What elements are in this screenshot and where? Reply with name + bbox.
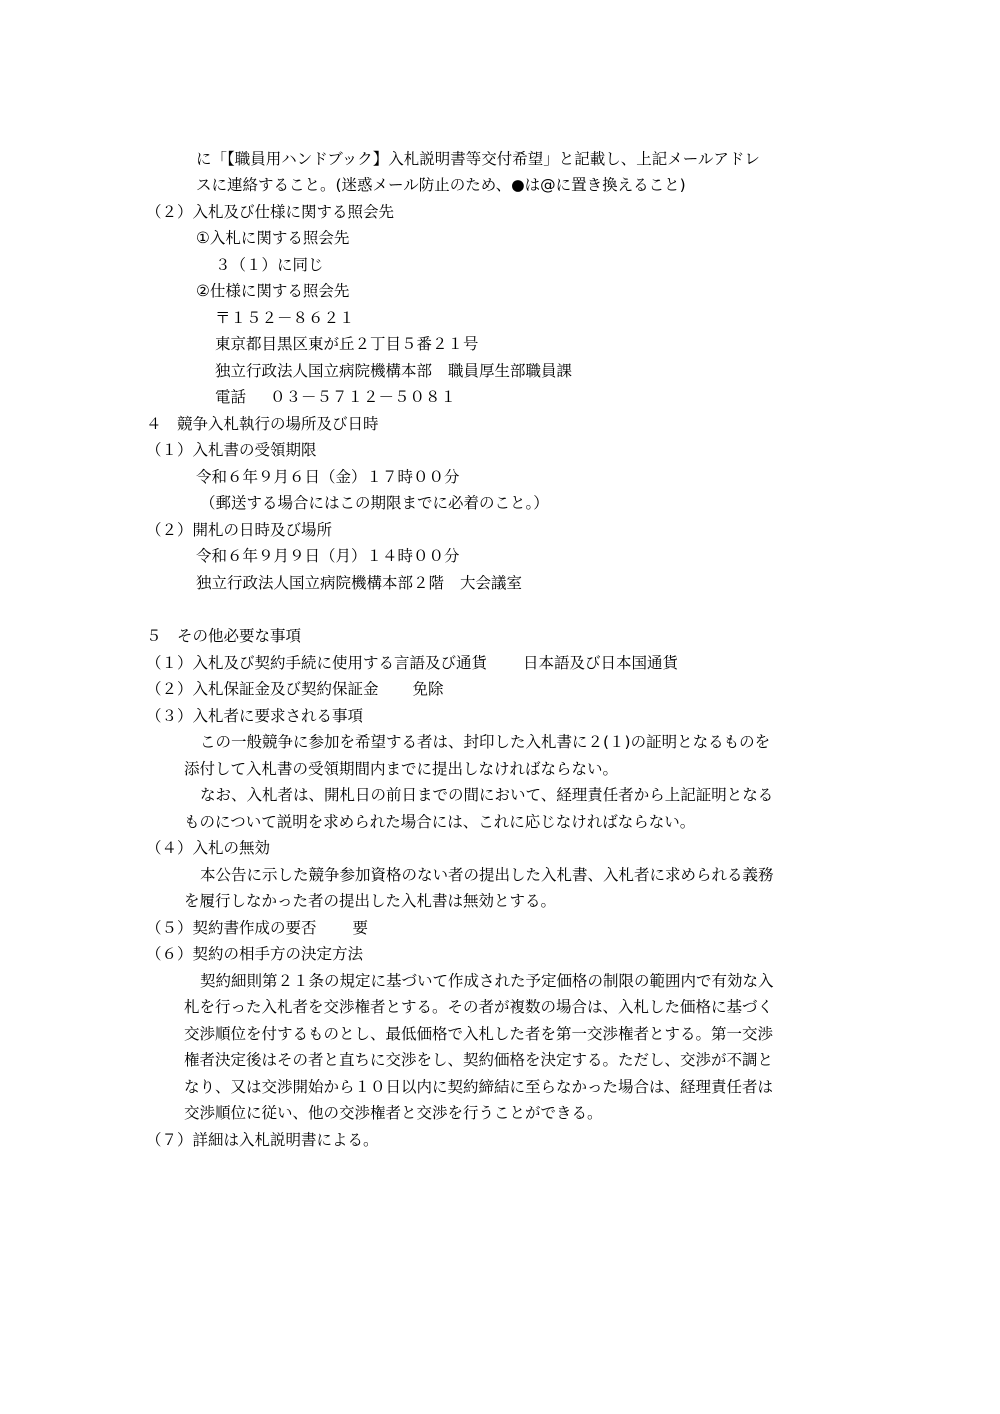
section-5-3-heading: （３）入札者に要求される事項: [146, 707, 364, 725]
division-name: 職員厚生部職員課: [448, 362, 573, 380]
section-5-4-heading: （４）入札の無効: [146, 839, 271, 857]
section-5-heading: ５ その他必要な事項: [146, 627, 302, 645]
paragraph-line: 契約細則第２１条の規定に基づいて作成された予定価格の制限の範囲内で有効な入: [200, 972, 774, 990]
section-3-2-heading: （２）入札及び仕様に関する照会先: [146, 203, 395, 221]
organization-name: 独立行政法人国立病院機構本部: [215, 362, 433, 380]
phone-line: [215, 384, 456, 410]
section-5-6-heading: （６）契約の相手方の決定方法: [146, 945, 364, 963]
section-4-2-heading: （２）開札の日時及び場所: [146, 521, 333, 539]
paragraph-line: 交渉順位を付するものとし、最低価格で入札した者を第一交渉権者とする。第一交渉: [184, 1025, 774, 1043]
paragraph-line: 本公告に示した競争参加資格のない者の提出した入札書、入札者に求められる義務: [200, 866, 774, 884]
phone-label: 電話: [215, 388, 247, 406]
section-5-1: [146, 650, 678, 676]
section-5-5-value: 要: [352, 919, 369, 937]
opening-location: [196, 570, 522, 596]
receipt-deadline: 令和６年９月６日（金）１７時００分: [196, 468, 460, 486]
paragraph-line: なお、入札者は、開札日の前日までの間において、経理責任者から上記証明となる: [200, 786, 774, 804]
section-5-1-value: 日本語及び日本国通貨: [523, 654, 679, 672]
text-line-continuation-1: に「【職員用ハンドブック】入札説明書等交付希望」と記載し、上記メールアドレ: [196, 150, 760, 168]
section-5-2-value: 免除: [412, 680, 444, 698]
opening-datetime: 令和６年９月９日（月）１４時００分: [196, 547, 460, 565]
spec-inquiry-label: ②仕様に関する照会先: [196, 282, 350, 300]
paragraph-line: なり、又は交渉開始から１０日以内に契約締結に至らなかった場合は、経理責任者は: [184, 1078, 774, 1096]
section-5-1-label: （１）入札及び契約手続に使用する言語及び通貨: [146, 654, 488, 672]
bidding-inquiry-value: ３（１）に同じ: [215, 256, 324, 274]
postal-code: 〒１５２－８６２１: [215, 309, 355, 327]
paragraph-line: 添付して入札書の受領期間内までに提出しなければならない。: [184, 760, 619, 778]
opening-room: 大会議室: [460, 574, 523, 592]
paragraph-line: 札を行った入札者を交渉権者とする。その者が複数の場合は、入札した価格に基づく: [184, 998, 774, 1016]
section-5-2: [146, 676, 444, 702]
section-5-5-label: （５）契約書作成の要否: [146, 919, 317, 937]
paragraph-line: 交渉順位に従い、他の交渉権者と交渉を行うことができる。: [184, 1104, 603, 1122]
paragraph-line: 権者決定後はその者と直ちに交渉をし、契約価格を決定する。ただし、交渉が不調と: [184, 1051, 774, 1069]
opening-building: 独立行政法人国立病院機構本部２階: [196, 574, 445, 592]
mail-note: （郵送する場合にはこの期限までに必着のこと。）: [200, 494, 549, 512]
paragraph-line: この一般競争に参加を希望する者は、封印した入札書に２(１)の証明となるものを: [200, 733, 771, 751]
paragraph-line: ものについて説明を求められた場合には、これに応じなければならない。: [184, 813, 696, 831]
section-5-7: （７）詳細は入札説明書による。: [146, 1131, 379, 1149]
address: 東京都目黒区東が丘２丁目５番２１号: [215, 335, 479, 353]
section-4-1-heading: （１）入札書の受領期限: [146, 441, 317, 459]
paragraph-line: を履行しなかった者の提出した入札書は無効とする。: [184, 892, 557, 910]
section-5-5: [146, 915, 368, 941]
phone-number: ０３－５７１２－５０８１: [270, 388, 457, 406]
text-line-continuation-2: スに連絡すること。(迷惑メール防止のため、●は@に置き換えること): [196, 176, 686, 194]
section-5-2-label: （２）入札保証金及び契約保証金: [146, 680, 379, 698]
department: [215, 358, 572, 384]
bidding-inquiry-label: ①入札に関する照会先: [196, 229, 350, 247]
section-4-heading: ４ 競争入札執行の場所及び日時: [146, 415, 379, 433]
